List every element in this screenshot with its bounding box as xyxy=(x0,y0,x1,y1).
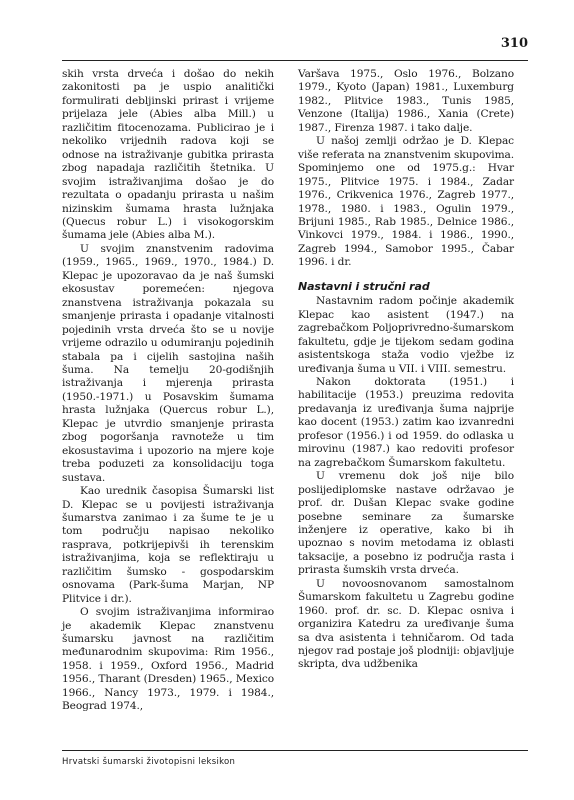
left-paragraph-3: Kao urednik časopisa Šumarski list D. Klepac se u povijesti istraživanja šumarstva zanimao i za šume te je u tom području napisao nekoliko rasprava, potkrijepivši ih terenskim istraživanjima, koja se reflektiraju u različitim šumsko - gospodarskim osnovama (Park-šuma Marjan, NP Plitvice i dr.). xyxy=(62,485,274,605)
page-number: 310 xyxy=(500,36,528,51)
left-paragraph-2: U svojim znanstvenim radovima (1959., 1965., 1969., 1970., 1984.) D. Klepac je upozoravao da je naš šumski ekosustav poremećen: njegova znanstvena istraživanja pokazala su smanjenje prirasta i opadanje vitalnosti pojedinih vrsta drveća što se u novije vrijeme odrazilo u odumiranju pojedinih stabala pa i cijelih sastojina naših šuma. Na temelju 20-godišnjih istraživanja i mjerenja prirasta (1950.-1971.) u Posavskim šumama hrasta lužnjaka (Quercus robur L.), Klepac je utvrdio smanjenje prirasta zbog pogoršanja ravnoteže u tim ekosustavima i upozorio na mjere koje treba poduzeti za konsolidaciju toga sustava. xyxy=(62,242,274,484)
left-paragraph-4: O svojim istraživanjima informirao je akademik Klepac znanstvenu šumarsku javnost na različitim međunarodnim skupovima: Rim 1956., 1958. i 1959., Oxford 1956., Madrid 1956., Tharant (Dresden) 1965., Mexico 1966., Nancy 1973., 1979. i 1984., Beograd 1974., xyxy=(62,606,274,713)
right-paragraph-5: U vremenu dok još nije bilo poslijediplomske nastave održavao je prof. dr. Dušan Klepac svake godine posebne seminare za šumarske inženjere iz operative, kako bi ih upoznao s novim metodama iz oblasti taksacije, a posebno iz područja rasta i prirasta šumskih vrsta drveća. xyxy=(298,470,514,577)
bottom-rule xyxy=(62,750,528,751)
right-paragraph-6: U novoosnovanom samostalnom Šumarskom fakultetu u Zagrebu godine 1960. prof. dr. sc. D. Klepac osniva i organizira Katedru za uređivanje šuma sa dva asistenta i tehničarom. Od tada njegov rad postaje još plodniji: objavljuje skripta, dva udžbenika xyxy=(298,577,514,671)
right-paragraph-2: U našoj zemlji održao je D. Klepac više referata na znanstvenim skupovima. Spominjemo one od 1975.g.: Hvar 1975., Plitvice 1975. i 1984., Zadar 1976., Crikvenica 1976., Zagreb 1977., 1978., 1980. i 1983., Ogulin 1979., Brijuni 1985., Rab 1985., Delnice 1986., Vinkovci 1979., 1984. i 1986., 1990., Zagreb 1994., Samobor 1995., Čabar 1996. i dr. xyxy=(298,135,514,269)
right-paragraph-4: Nakon doktorata (1951.) i habilitacije (1953.) preuzima redovita predavanja iz uređivanja šuma najprije kao docent (1953.) zatim kao izvanredni profesor (1956.) i od 1959. do odlaska u mirovinu (1987.) kao redoviti profesor na zagrebačkom Šumarskom fakultetu. xyxy=(298,375,514,469)
right-paragraph-3: Nastavnim radom počinje akademik Klepac kao asistent (1947.) na zagrebačkom Poljoprivredno-šumarskom fakultetu, gdje je tijekom sedam godina asistentskoga staža vodio vježbe iz uređivanja šuma u VII. i VIII. semestru. xyxy=(298,295,514,375)
top-rule xyxy=(62,60,528,61)
right-paragraph-1: Varšava 1975., Oslo 1976., Bolzano 1979., Kyoto (Japan) 1981., Luxemburg 1982., Plitvice 1983., Tunis 1985, Venzone (Italija) 1986., Xania (Crete) 1987., Firenza 1987. i tako dalje. xyxy=(298,68,514,134)
left-column xyxy=(62,68,274,714)
footer-title: Hrvatski šumarski životopisni leksikon xyxy=(62,757,236,767)
right-column xyxy=(298,68,514,672)
left-paragraph-1: skih vrsta drveća i došao do nekih zakonitosti pa je uspio analitički formulirati debljinski prirast i vrijeme prijelaza jele (Abies alba Mill.) u različitim fitocenozama. Publicirao je i nekoliko vrijednih radova koji se odnose na istraživanje gubitka prirasta zbog napadaja različitih štetnika. U svojim istraživanjima došao je do rezultata o opadanju prirasta u našim nizinskim šumama hrasta lužnjaka (Quecus robur L.) i visokogorskim šumama jele (Abies alba M.). xyxy=(62,68,274,242)
section-heading: Nastavni i stručni rad xyxy=(298,279,430,293)
